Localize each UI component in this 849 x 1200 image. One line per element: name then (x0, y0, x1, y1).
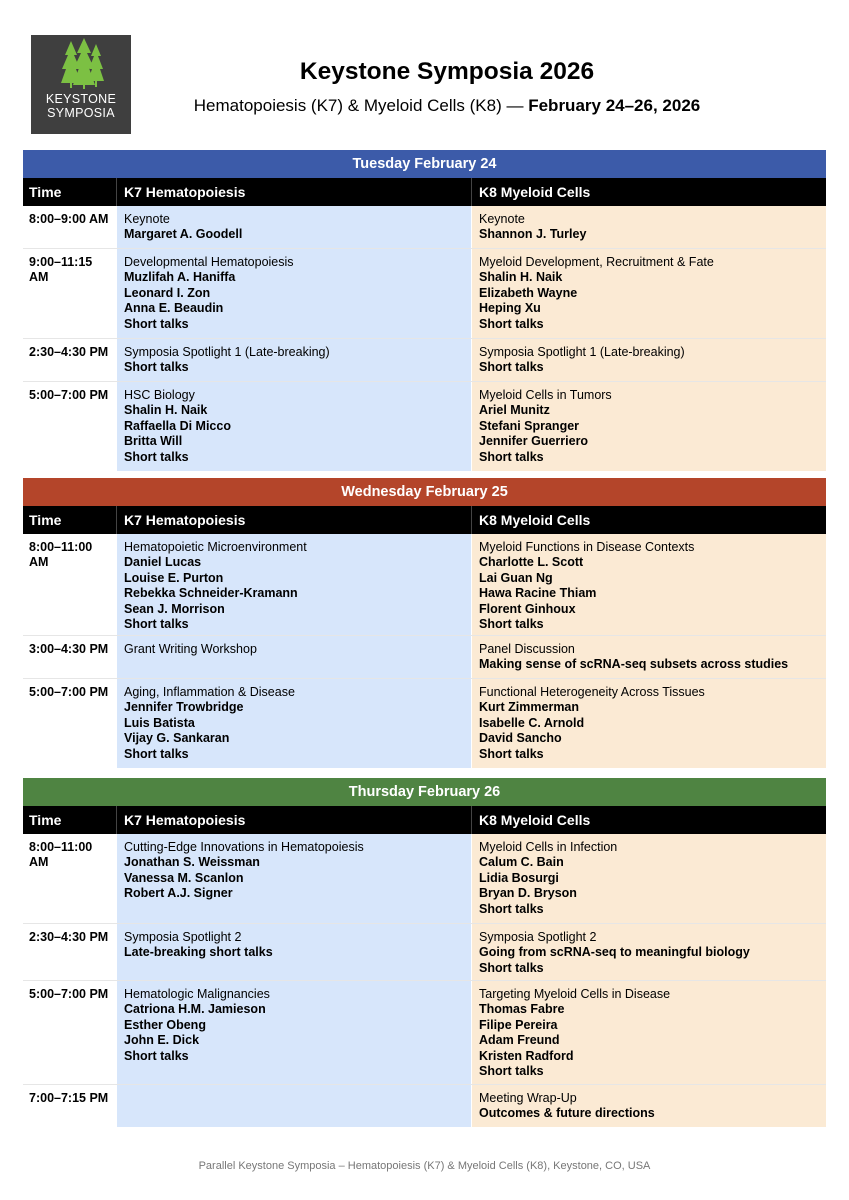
speaker-name: Hawa Racine Thiam (479, 586, 597, 601)
time-cell: 8:00–11:00 AM (23, 534, 116, 635)
k8-session-cell (471, 249, 826, 338)
column-header-time: Time (29, 512, 62, 528)
speaker-name: Shannon J. Turley (479, 227, 587, 242)
footer-note: Parallel Keystone Symposia – Hematopoiesis (K7) & Myeloid Cells (K8), Keystone, CO, USA (198, 1160, 651, 1172)
k8-session-cell (471, 981, 826, 1084)
k8-session-cell (471, 339, 826, 381)
session-title: Cutting-Edge Innovations in Hematopoiesis (124, 840, 364, 854)
time-cell: 2:30–4:30 PM (23, 924, 116, 980)
column-header-k8: K8 Myeloid Cells (471, 506, 826, 534)
k8-session-cell (471, 382, 826, 471)
speaker-name: Short talks (479, 449, 544, 464)
speaker-name: Short talks (479, 960, 544, 975)
speaker-name: Florent Ginhoux (479, 601, 576, 616)
speaker-name: Catriona H.M. Jamieson (124, 1002, 266, 1017)
logo-text-line2: SYMPOSIA (47, 106, 115, 120)
session-title: Keynote (479, 212, 525, 226)
k7-session-cell (116, 834, 471, 923)
speaker-name: Short talks (124, 360, 189, 375)
speaker-name: Short talks (479, 746, 544, 761)
speaker-name: Jonathan S. Weissman (124, 855, 260, 870)
day-header: Thursday February 26 (23, 778, 826, 806)
session-title: Targeting Myeloid Cells in Disease (479, 987, 671, 1001)
column-header-row (23, 178, 826, 206)
speaker-name: Late-breaking short talks (124, 945, 273, 960)
session-title: Aging, Inflammation & Disease (124, 685, 295, 699)
speaker-name: Kurt Zimmerman (479, 700, 580, 715)
k8-session-cell (471, 636, 826, 678)
speaker-name: Outcomes & future directions (479, 1106, 655, 1121)
column-header-k8: K8 Myeloid Cells (471, 178, 826, 206)
speaker-name: Filipe Pereira (479, 1017, 558, 1032)
logo-text-line1: KEYSTONE (45, 92, 117, 106)
column-header-k8: K8 Myeloid Cells (471, 806, 826, 834)
schedule-row (23, 339, 826, 382)
session-title: HSC Biology (124, 388, 195, 402)
speaker-name: Margaret A. Goodell (124, 227, 243, 242)
k8-session-cell (471, 834, 826, 923)
subtitle-dates: February 24–26, 2026 (528, 96, 701, 115)
schedule-row (23, 382, 826, 471)
speaker-name: Short talks (124, 316, 189, 331)
k7-session-cell (116, 1085, 471, 1127)
session-title: Functional Heterogeneity Across Tissues (479, 685, 705, 699)
speaker-name: Jennifer Guerriero (479, 434, 589, 449)
speaker-name: Stefani Spranger (479, 418, 580, 433)
schedule-row (23, 1085, 826, 1127)
speaker-name: Short talks (124, 449, 189, 464)
speaker-name: Raffaella Di Micco (124, 418, 231, 433)
speaker-name: Short talks (124, 1048, 189, 1063)
k7-session-cell (116, 382, 471, 471)
time-cell: 2:30–4:30 PM (23, 339, 116, 381)
speaker-name: Kristen Radford (479, 1048, 574, 1063)
page-title: Keystone Symposia 2026 (299, 58, 595, 85)
session-title: Symposia Spotlight 1 (Late-breaking) (479, 345, 685, 359)
session-title: Symposia Spotlight 2 (124, 930, 242, 944)
speaker-name: Jennifer Trowbridge (124, 700, 244, 715)
speaker-name: Adam Freund (479, 1033, 560, 1048)
session-title: Myeloid Development, Recruitment & Fate (479, 255, 714, 269)
session-title: Grant Writing Workshop (124, 642, 257, 656)
speaker-name: Short talks (124, 617, 189, 632)
session-title: Developmental Hematopoiesis (124, 255, 294, 269)
speaker-name: Short talks (479, 901, 544, 916)
speaker-name: Shalin H. Naik (124, 403, 208, 418)
speaker-name: Isabelle C. Arnold (479, 715, 585, 730)
time-cell: 5:00–7:00 PM (23, 981, 116, 1084)
speaker-name: Leonard I. Zon (124, 285, 211, 300)
speaker-name: Ariel Munitz (479, 403, 550, 418)
time-cell: 5:00–7:00 PM (23, 679, 116, 768)
speaker-name: Louise E. Purton (124, 570, 224, 585)
speaker-name: Lai Guan Ng (479, 570, 553, 585)
speaker-name: Lidia Bosurgi (479, 870, 559, 885)
speaker-name: Calum C. Bain (479, 855, 564, 870)
time-cell: 8:00–9:00 AM (23, 206, 116, 248)
speaker-name: Charlotte L. Scott (479, 555, 584, 570)
day-header: Tuesday February 24 (23, 150, 826, 178)
speaker-name: Short talks (479, 316, 544, 331)
day-section (23, 478, 826, 768)
k7-session-cell (116, 636, 471, 678)
schedule-row (23, 834, 826, 924)
column-header-row (23, 506, 826, 534)
k7-session-cell (116, 534, 471, 635)
session-title: Symposia Spotlight 2 (479, 930, 597, 944)
speaker-name: Rebekka Schneider-Kramann (124, 586, 298, 601)
speaker-name: Vanessa M. Scanlon (124, 870, 244, 885)
day-header: Wednesday February 25 (23, 478, 826, 506)
column-header-k7: K7 Hematopoiesis (116, 178, 471, 206)
speaker-name: John E. Dick (124, 1033, 200, 1048)
schedule-row (23, 981, 826, 1085)
day-section (23, 778, 826, 1127)
k7-session-cell (116, 679, 471, 768)
schedule-row (23, 679, 826, 768)
speaker-name: Bryan D. Bryson (479, 886, 577, 901)
schedule-row (23, 249, 826, 339)
k7-session-cell (116, 206, 471, 248)
speaker-name: Sean J. Morrison (124, 601, 225, 616)
speaker-name: Luis Batista (124, 715, 195, 730)
tree-icon (31, 35, 131, 95)
speaker-name: Short talks (479, 360, 544, 375)
session-title: Hematologic Malignancies (124, 987, 270, 1001)
speaker-name: Heping Xu (479, 301, 541, 316)
speaker-name: Robert A.J. Signer (124, 886, 233, 901)
column-header-k7: K7 Hematopoiesis (116, 506, 471, 534)
k7-session-cell (116, 249, 471, 338)
speaker-name: Esther Obeng (124, 1017, 206, 1032)
column-header-time: Time (29, 812, 62, 828)
speaker-name: Daniel Lucas (124, 555, 202, 570)
speaker-name: Muzlifah A. Haniffa (124, 270, 236, 285)
session-title: Myeloid Cells in Tumors (479, 388, 612, 402)
time-cell: 5:00–7:00 PM (23, 382, 116, 471)
session-title: Symposia Spotlight 1 (Late-breaking) (124, 345, 330, 359)
k8-session-cell (471, 924, 826, 980)
k8-session-cell (471, 679, 826, 768)
speaker-name: Going from scRNA-seq to meaningful biology (479, 945, 750, 960)
speaker-name: Short talks (124, 746, 189, 761)
k7-session-cell (116, 981, 471, 1084)
column-header-k7: K7 Hematopoiesis (116, 806, 471, 834)
session-title: Keynote (124, 212, 170, 226)
speaker-name: Shalin H. Naik (479, 270, 563, 285)
speaker-name: Vijay G. Sankaran (124, 731, 230, 746)
session-title: Myeloid Cells in Infection (479, 840, 618, 854)
session-title: Myeloid Functions in Disease Contexts (479, 540, 695, 554)
session-title: Meeting Wrap-Up (479, 1091, 577, 1105)
speaker-name: Short talks (479, 1064, 544, 1079)
column-header-row (23, 806, 826, 834)
schedule-row (23, 924, 826, 981)
k7-session-cell (116, 339, 471, 381)
speaker-name: David Sancho (479, 731, 562, 746)
session-title: Hematopoietic Microenvironment (124, 540, 307, 554)
k7-session-cell (116, 924, 471, 980)
k8-session-cell (471, 206, 826, 248)
subtitle-text: Hematopoiesis (K7) & Myeloid Cells (K8) — (193, 96, 529, 115)
time-cell: 8:00–11:00 AM (23, 834, 116, 923)
speaker-name: Making sense of scRNA-seq subsets across studies (479, 657, 789, 672)
schedule-row (23, 206, 826, 249)
page-subtitle (150, 96, 744, 116)
time-cell: 3:00–4:30 PM (23, 636, 116, 678)
speaker-name: Anna E. Beaudin (124, 301, 224, 316)
keystone-logo (31, 35, 131, 134)
schedule-row (23, 534, 826, 636)
session-title: Panel Discussion (479, 642, 575, 656)
time-cell: 9:00–11:15 AM (23, 249, 116, 338)
column-header-time: Time (29, 184, 62, 200)
speaker-name: Britta Will (124, 434, 183, 449)
k8-session-cell (471, 534, 826, 635)
time-cell: 7:00–7:15 PM (23, 1085, 116, 1127)
k8-session-cell (471, 1085, 826, 1127)
speaker-name: Elizabeth Wayne (479, 285, 578, 300)
speaker-name: Thomas Fabre (479, 1002, 565, 1017)
schedule-row (23, 636, 826, 679)
day-section (23, 150, 826, 471)
speaker-name: Short talks (479, 617, 544, 632)
